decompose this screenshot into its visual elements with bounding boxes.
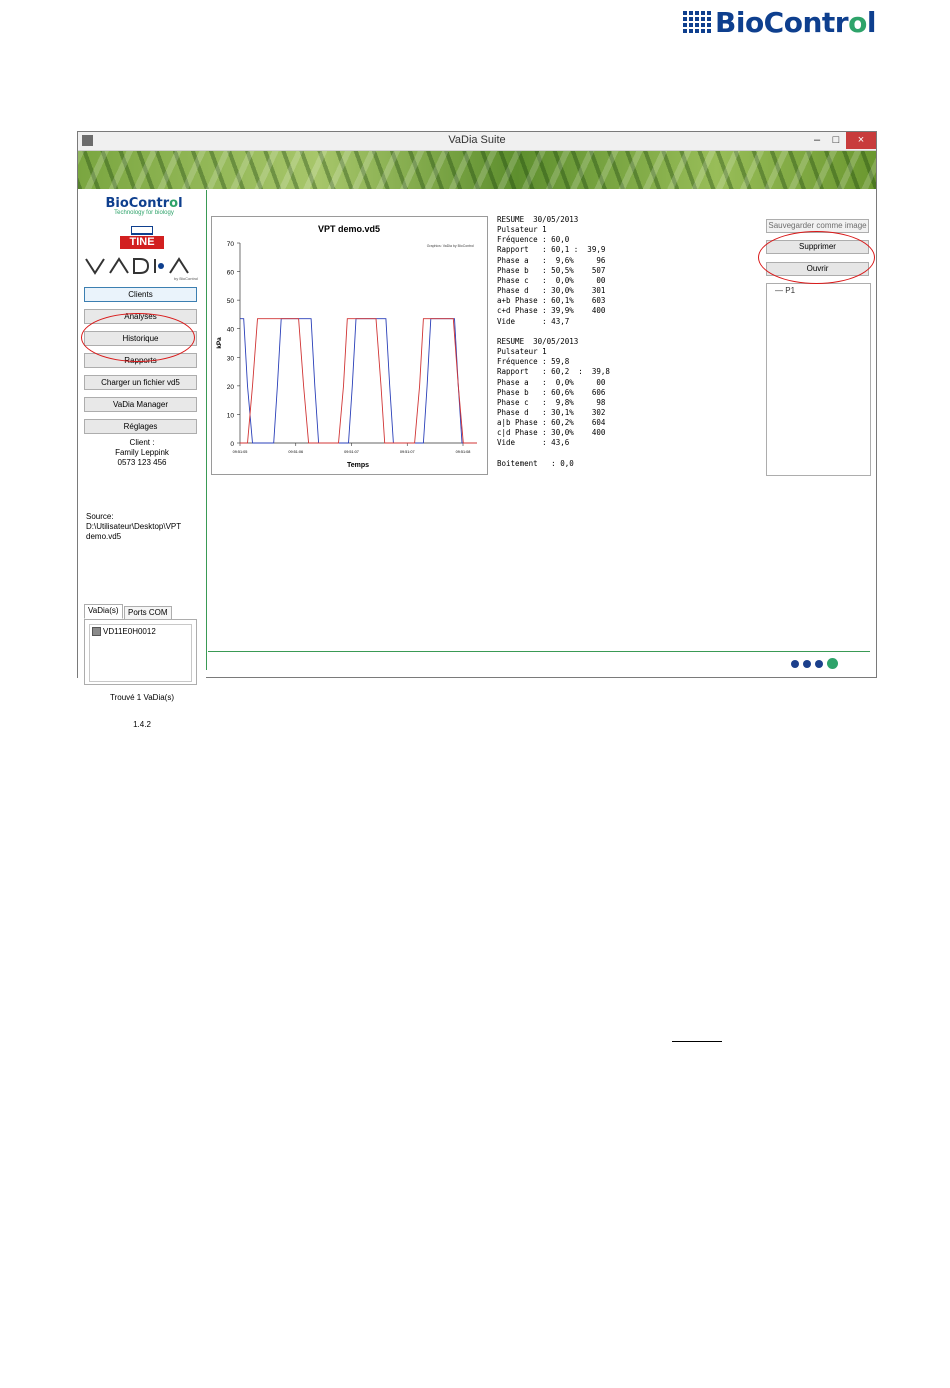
x-tick-label: 09:51:07 — [344, 450, 359, 454]
tab-com-ports[interactable]: Ports COM — [124, 606, 172, 620]
chart-svg — [212, 217, 487, 474]
x-axis-label: Temps — [346, 462, 370, 469]
summary-text: RESUME 30/05/2013 Pulsateur 1 Fréquence : 60,0 Rapport : 60,1 : 39,9 Phase a : 9,6% 96 Phase b : 50,5% 507 Phase c : 0,0% 00 Phase d : 30,0% 301 a+b Phase : 60,1% 603 c+d Phase : 39,9% 400 Vide : 43,7 RESUME 30/05/2013 Pulsateur 1 Fréquence : 59,8 Rapport : 60,2 : 39,8 Phase a : 0,0% 00 Phase b : 60,6% 606 Phase c : 9,8% 98 Phase d : 30,1% 302 a|b Phase : 60,2% 604 c|d Phase : 30,0% 400 Vide : 43,6 Boitement : 0,0 — [497, 215, 610, 468]
save-image-button[interactable]: Sauvegarder comme image — [766, 219, 869, 233]
y-tick-label: 50 — [226, 298, 234, 306]
dot-icon — [803, 660, 811, 668]
annotation-circle — [758, 231, 875, 284]
maximize-button[interactable]: □ — [832, 134, 840, 146]
dot-icon — [815, 660, 823, 668]
found-status: Trouvé 1 VaDia(s) — [109, 693, 175, 702]
y-tick-label: 0 — [230, 441, 234, 448]
chart-watermark: Graphics: VaDia by BioControl — [426, 244, 474, 248]
nav-load-vd5-button[interactable]: Charger un fichier vd5 — [84, 375, 197, 390]
y-axis-label: kPa — [216, 337, 223, 349]
tree-item-p1[interactable]: — P1 — [775, 286, 796, 295]
y-tick-label: 20 — [226, 383, 234, 391]
version-label: 1.4.2 — [133, 720, 151, 729]
minimize-button[interactable]: – — [813, 134, 821, 146]
recording-tree — [766, 283, 871, 476]
y-tick-label: 70 — [226, 241, 234, 248]
biocontrol-logo — [683, 6, 876, 38]
device-icon — [92, 627, 101, 636]
vadia-sub-label: by BioControl — [174, 276, 199, 281]
progress-dots — [791, 658, 838, 669]
series-line-2 — [240, 319, 477, 443]
nav-clients-button[interactable]: Clients — [84, 287, 197, 302]
pulsation-chart — [211, 216, 488, 475]
footer-divider — [208, 651, 870, 652]
x-tick-label: 09:51:05 — [232, 450, 248, 454]
dot-icon — [791, 660, 799, 668]
client-phone: 0573 123 456 — [117, 458, 167, 467]
y-tick-label: 60 — [226, 269, 234, 277]
client-name: Family Leppink — [115, 448, 169, 457]
x-tick-label: 09:51:08 — [455, 450, 471, 454]
nav-rapports-button[interactable]: Rapports — [84, 353, 197, 368]
dot-active-icon — [827, 658, 838, 669]
y-tick-label: 40 — [226, 326, 234, 334]
sidebar — [78, 190, 206, 729]
nav-analyses-button[interactable]: Analyses — [84, 309, 197, 324]
series-line-1 — [240, 319, 477, 443]
source-info — [86, 512, 181, 542]
app-window — [77, 131, 877, 729]
device-id: VD11E0H0012 — [103, 627, 156, 636]
close-button[interactable]: × — [846, 132, 876, 149]
window-title: VaDia Suite — [448, 134, 506, 146]
dot-grid-icon — [683, 11, 711, 33]
nav-settings-button[interactable]: Réglages — [84, 419, 197, 434]
x-tick-label: 09:51:06 — [288, 450, 304, 454]
source-file: demo.vd5 — [86, 532, 122, 541]
tine-logo: TINE — [120, 226, 164, 249]
device-list — [84, 619, 197, 685]
tab-vadias[interactable]: VaDia(s) — [84, 604, 123, 619]
source-label: Source: — [86, 512, 114, 521]
title-bar[interactable] — [78, 132, 876, 151]
source-path: D:\Utilisateur\Desktop\VPT — [86, 522, 182, 531]
logo-wordmark: BioControl — [715, 5, 876, 39]
chart-title: VPT demo.vd5 — [317, 224, 381, 234]
vertical-divider — [206, 190, 207, 670]
client-info — [78, 438, 206, 468]
x-tick-label: 09:51:07 — [399, 450, 415, 454]
client-label: Client : — [129, 438, 155, 447]
grass-banner — [78, 151, 876, 189]
sidebar-biocontrol-logo: BioControl Technology for biology — [94, 196, 194, 216]
brand-tagline: Technology for biology — [114, 210, 174, 216]
open-button[interactable]: Ouvrir — [766, 262, 869, 276]
nav-historique-button[interactable]: Historique — [84, 331, 197, 346]
underline-mark — [672, 1041, 722, 1042]
y-tick-label: 10 — [226, 412, 234, 420]
y-tick-label: 30 — [226, 355, 234, 363]
delete-button[interactable]: Supprimer — [766, 240, 869, 254]
vadia-logo — [84, 255, 200, 277]
nav-vadia-manager-button[interactable]: VaDia Manager — [84, 397, 197, 412]
list-item[interactable] — [92, 627, 156, 636]
